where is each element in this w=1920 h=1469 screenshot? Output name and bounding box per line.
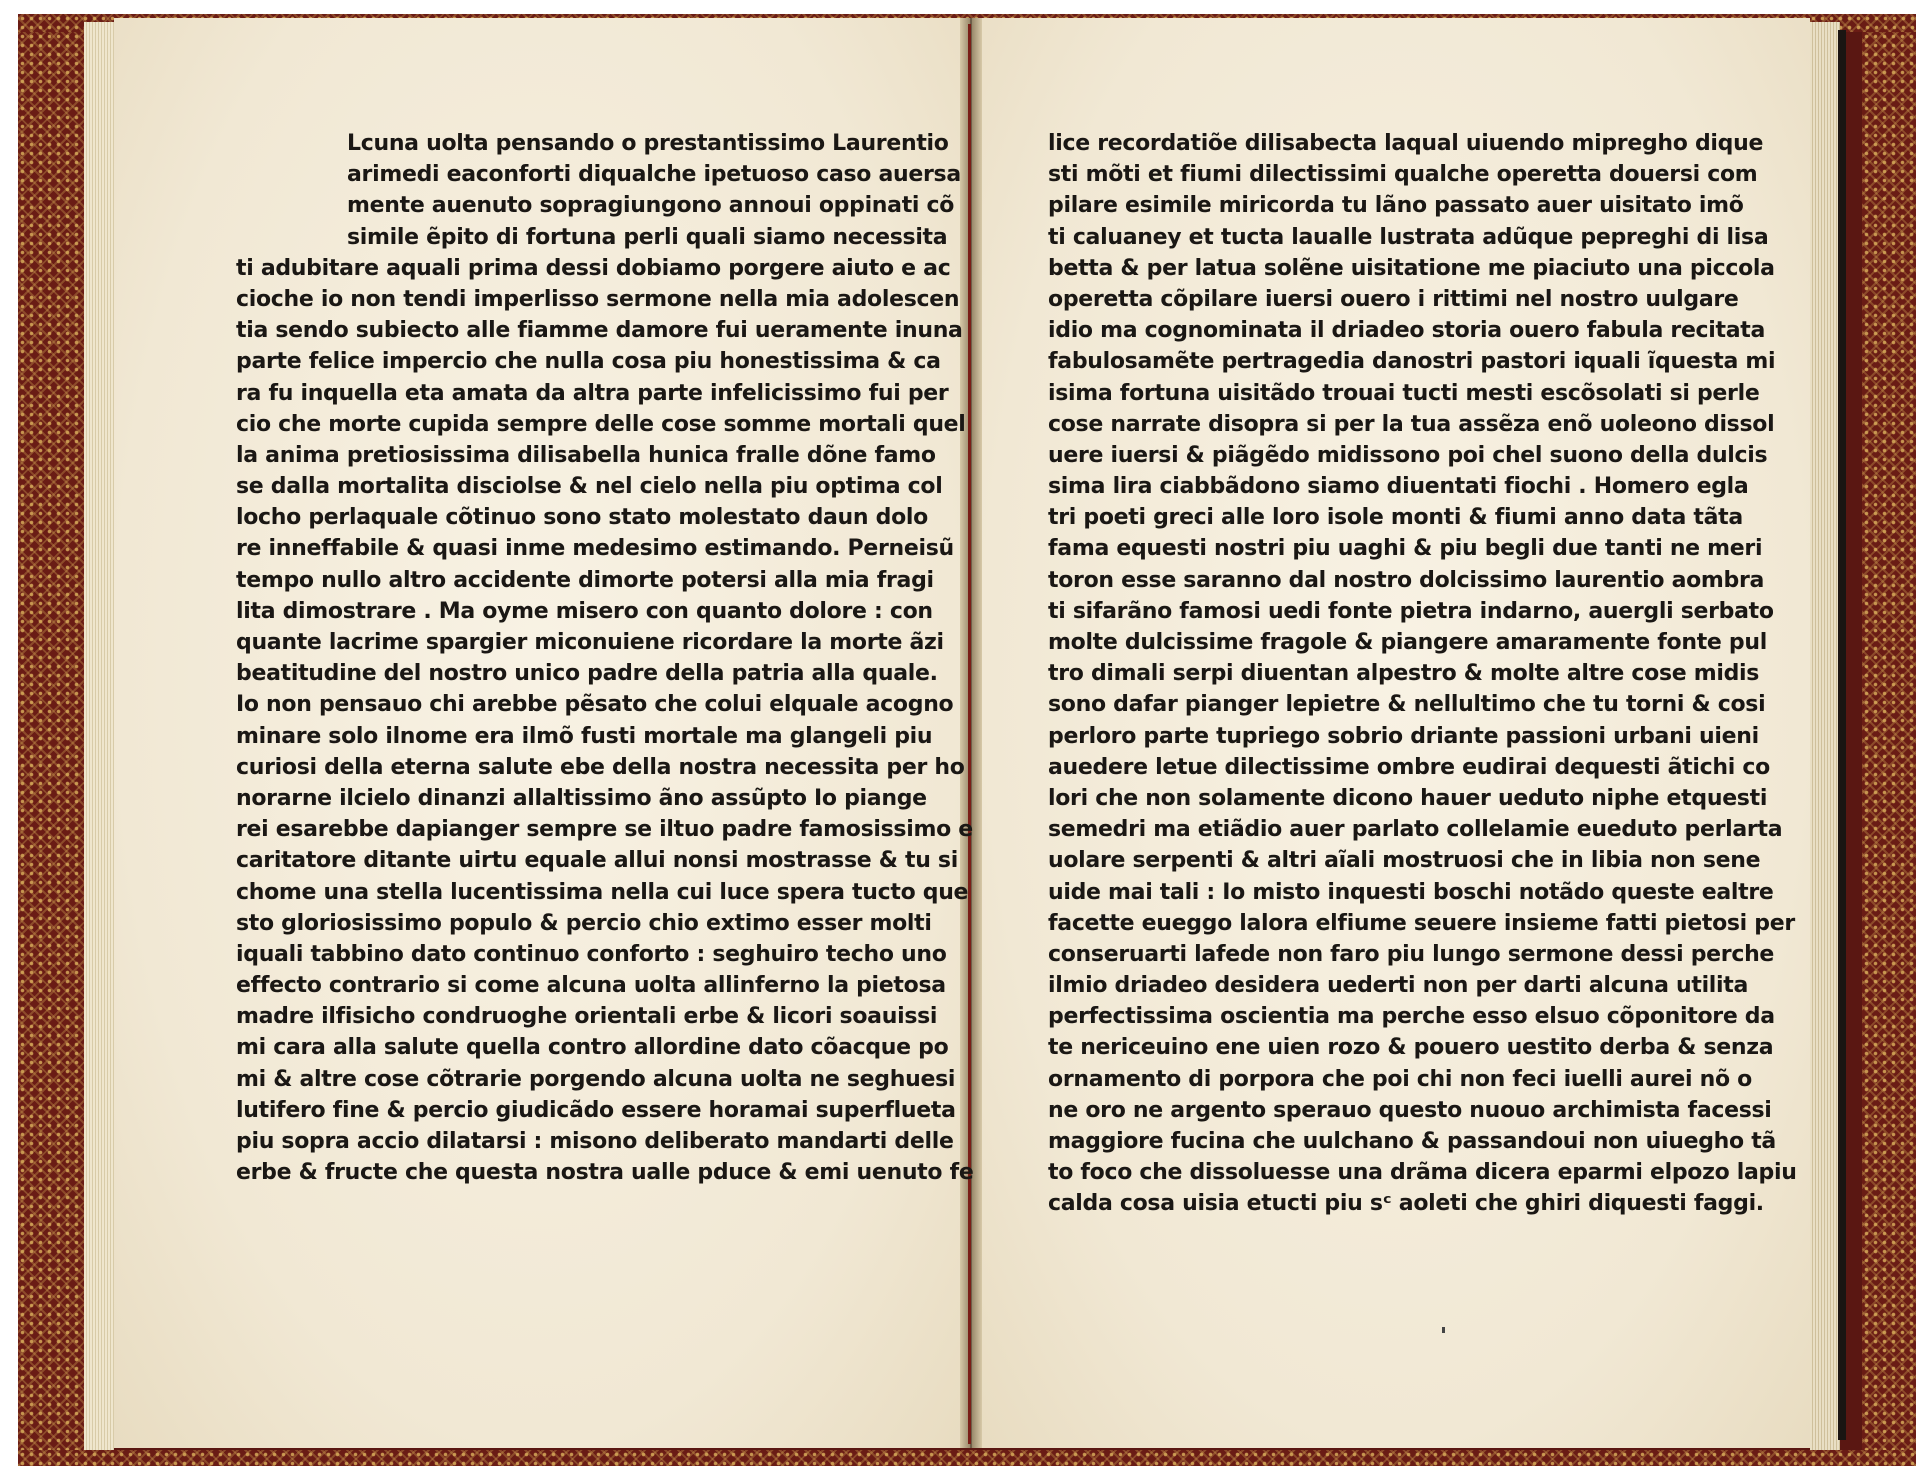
text-line: lice recordatiõe dilisabecta laqual uiuendo mipregho dique — [1048, 131, 1764, 156]
text-line: ornamento di porpora che poi chi non feci iuelli aurei nõ o — [1048, 1066, 1752, 1092]
text-line: auedere letue dilectissime ombre eudirai dequesti ãtichi co — [1048, 754, 1770, 780]
text-line: maggiore fucina che uulchano & passandoui non uiuegho tã — [1048, 1129, 1776, 1154]
text-line: curiosi della eterna salute ebe della nostra necessita per ho — [236, 754, 965, 780]
text-line: sima lira ciabbãdono siamo diuentati fiochi . Homero egla — [1048, 474, 1749, 500]
text-line: fama equesti nostri piu uaghi & piu begli due tanti ne meri — [1048, 536, 1763, 562]
text-line: effecto contrario si come alcuna uolta allinferno la pietosa — [236, 973, 946, 999]
text-line: cose narrate disopra si per la tua assẽza enõ uoleono dissol — [1048, 411, 1775, 437]
text-line: mi & altre cose cõtrarie porgendo alcuna uolta ne seghuesi — [236, 1066, 956, 1092]
text-line: ilmio driadeo desidera uederti non per darti alcuna utilita — [1048, 973, 1749, 999]
text-line: uide mai tali : Io misto inquesti boschi notãdo queste ealtre — [1048, 879, 1774, 905]
page-edges-left — [84, 22, 114, 1450]
page-mark — [1442, 1327, 1445, 1333]
gilt-tooled-border-bottom — [18, 1450, 1916, 1466]
text-line: ti adubitare aquali prima dessi dobiamo porgere aiuto e ac — [236, 255, 951, 281]
page-edges-right — [1810, 22, 1840, 1450]
text-line: sti mõti et fiumi dilectissimi qualche operetta douersi com — [1048, 162, 1758, 188]
text-line: perfectissima oscientia ma perche esso elsuo cõponitore da — [1048, 1004, 1775, 1030]
text-line: re inneffabile & quasi inme medesimo estimando. Perneisũ — [236, 536, 954, 562]
text-line: mi cara alla salute quella contro allordine dato cõacque po — [236, 1035, 949, 1061]
text-line: caritatore ditante uirtu equale allui nonsi mostrasse & tu si — [236, 848, 958, 874]
text-line: mente auenuto sopragiungono annoui oppinati cõ — [347, 193, 955, 219]
text-line: ti caluaney et tucta laualle lustrata adũque pepreghi di lisa — [1048, 224, 1769, 250]
text-line: facette eueggo lalora elfiume seuere insieme fatti pietosi per — [1048, 910, 1795, 936]
text-line: to foco che dissoluesse una drãma dicera eparmi elpozo lapiu — [1048, 1160, 1797, 1186]
text-line: lita dimostrare . Ma oyme misero con quanto dolore : con — [236, 598, 933, 624]
text-line: toron esse saranno dal nostro dolcissimo laurentio aombra — [1048, 567, 1765, 593]
text-line: arimedi eaconforti diqualche ipetuoso caso auersa — [347, 162, 961, 188]
text-line: uolare serpenti & altri aĩali mostruosi che in libia non sene — [1048, 848, 1761, 874]
text-line: betta & per latua solẽne uisitatione me piaciuto una piccola — [1048, 255, 1775, 281]
text-line: erbe & fructe che questa nostra ualle pduce & emi uenuto fe — [236, 1160, 974, 1186]
right-page-text — [1048, 128, 1797, 1220]
text-line: perloro parte tupriego sobrio driante passioni urbani uieni — [1048, 723, 1759, 749]
text-line: chome una stella lucentissima nella cui luce spera tucto que — [236, 879, 969, 905]
text-line: semedri ma etiãdio auer parlato collelamie eueduto perlarta — [1048, 817, 1783, 843]
text-line: simile ẽpito di fortuna perli quali siamo necessita — [347, 224, 948, 250]
gilt-tooled-border-right — [1862, 14, 1916, 1466]
text-line: tri poeti greci alle loro isole monti & fiumi anno data tãta — [1048, 505, 1743, 531]
text-line: locho perlaquale cõtinuo sono stato molestato daun dolo — [236, 505, 928, 531]
text-line: lutifero fine & percio giudicãdo essere horamai superflueta — [236, 1097, 956, 1123]
text-line: Lcuna uolta pensando o prestantissimo Laurentio — [347, 131, 949, 156]
cover-edge-right — [1838, 30, 1846, 1440]
text-line: te nericeuino ene uien rozo & pouero uestito derba & senza — [1048, 1035, 1774, 1061]
text-line: parte felice impercio che nulla cosa piu honestissima & ca — [236, 349, 941, 375]
text-line: norarne ilcielo dinanzi allaltissimo ãno assũpto Io piange — [236, 785, 927, 811]
text-line: tempo nullo altro accidente dimorte potersi alla mia fragi — [236, 567, 934, 593]
text-line: isima fortuna uisitãdo trouai tucti mesti escõsolati si perle — [1048, 380, 1760, 406]
text-line: operetta cõpilare iuersi ouero i rittimi nel nostro uulgare — [1048, 286, 1739, 312]
text-line: conseruarti lafede non faro piu lungo sermone dessi perche — [1048, 941, 1775, 967]
text-line: beatitudine del nostro unico padre della patria alla quale. — [236, 661, 938, 687]
text-line: la anima pretiosissima dilisabella hunica fralle dõne famo — [236, 442, 936, 468]
text-line: pilare esimile miricorda tu lãno passato auer uisitato imõ — [1048, 193, 1744, 219]
text-line: quante lacrime spargier miconuiene ricordare la morte ãzi — [236, 630, 944, 655]
left-page-text — [236, 128, 973, 1188]
text-line: tro dimali serpi diuentan alpestro & molte altre cose midis — [1048, 661, 1760, 687]
text-line: idio ma cognominata il driadeo storia ouero fabula recitata — [1048, 318, 1766, 344]
text-line: sono dafar pianger lepietre & nellultimo che tu torni & cosi — [1048, 692, 1766, 718]
text-line: piu sopra accio dilatarsi : misono deliberato mandarti delle — [236, 1129, 954, 1154]
text-line: iquali tabbino dato continuo conforto : seghuiro techo uno — [236, 941, 947, 967]
text-line: Io non pensauo chi arebbe pẽsato che colui elquale acogno — [236, 692, 954, 718]
text-line: calda cosa uisia etucti piu sᶜ aoleti che ghiri diquesti faggi. — [1048, 1191, 1764, 1217]
text-line: tia sendo subiecto alle fiamme damore fui ueramente inuna — [236, 318, 963, 344]
text-line: lori che non solamente dicono hauer ueduto niphe etquesti — [1048, 785, 1768, 811]
text-line: rei esarebbe dapianger sempre se iltuo padre famosissimo e — [236, 817, 973, 843]
text-line: molte dulcissime fragole & piangere amaramente fonte pul — [1048, 630, 1767, 655]
text-line: uere iuersi & piãgẽdo midissono poi chel suono della dulcis — [1048, 442, 1768, 468]
text-line: ne oro ne argento sperauo questo nuouo archimista facessi — [1048, 1097, 1772, 1123]
text-line: cioche io non tendi imperlisso sermone nella mia adolescen — [236, 286, 960, 312]
text-line: cio che morte cupida sempre delle cose somme mortali quel — [236, 411, 966, 437]
text-line: minare solo ilnome era ilmõ fusti mortale ma glangeli piu — [236, 723, 933, 749]
text-line: ra fu inquella eta amata da altra parte infelicissimo fui per — [236, 380, 949, 406]
text-line: se dalla mortalita disciolse & nel cielo nella piu optima col — [236, 474, 943, 500]
text-line: ti sifarãno famosi uedi fonte pietra indarno, auergli serbato — [1048, 598, 1774, 624]
text-line: fabulosamẽte pertragedia danostri pastori iquali ĩquesta mi — [1048, 349, 1776, 375]
text-line: madre ilfisicho condruoghe orientali erbe & licori soauissi — [236, 1004, 938, 1030]
text-line: sto gloriosissimo populo & percio chio extimo esser molti — [236, 910, 932, 936]
